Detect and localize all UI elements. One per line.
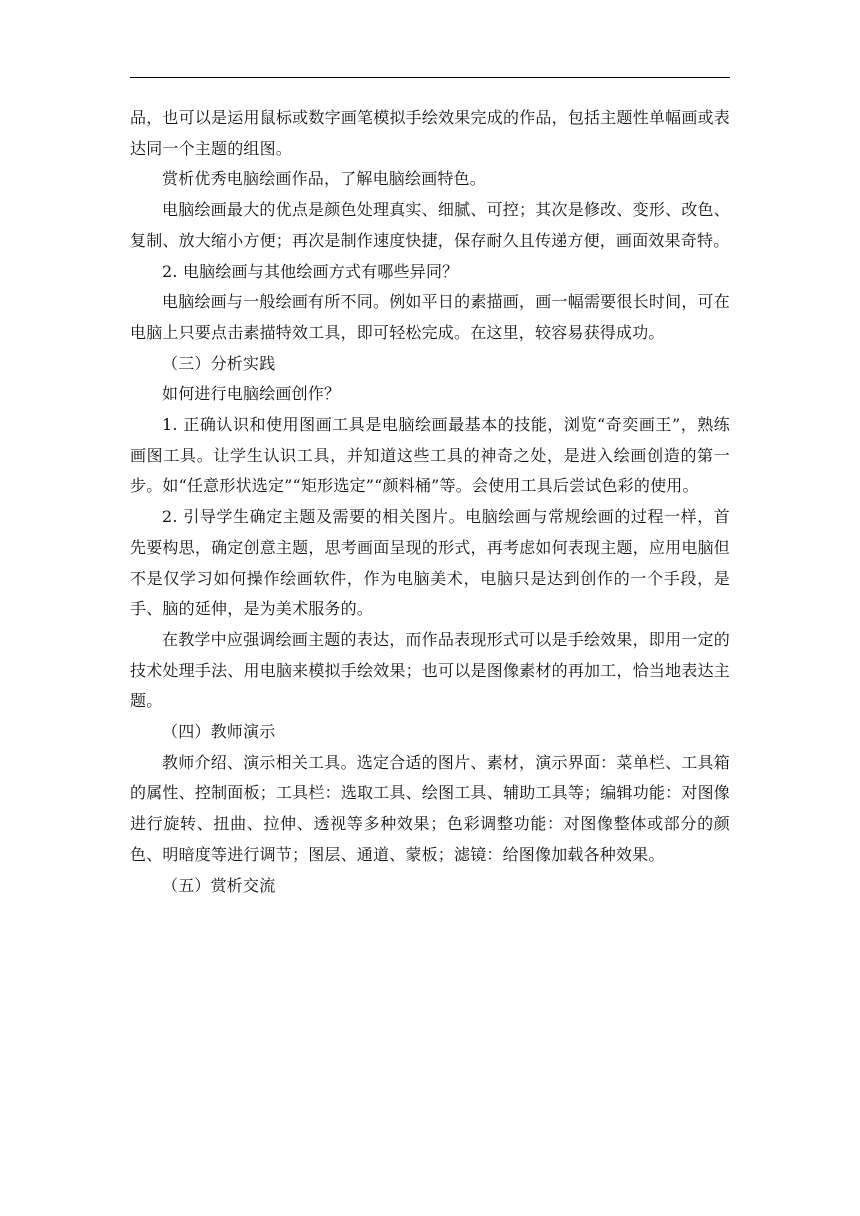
section-heading: （三）分析实践 <box>162 353 276 373</box>
section-heading: （五）赏析交流 <box>162 875 276 895</box>
paragraph: 在教学中应强调绘画主题的表达，而作品表现形式可以是手绘效果，即用一定的技术处理手法、用电脑来模拟手绘效果；也可以是图像素材的再加工，恰当地表达主题。 <box>130 629 730 711</box>
numbered-paragraph: 1. 正确认识和使用图画工具是电脑绘画最基本的技能，浏览“奇奕画王”，熟练画图工具。让学生认识工具，并知道这些工具的神奇之处，是进入绘画创造的第一步。如“任意形状选定”“矩形选定”“颜料桶”等。会使用工具后尝试色彩的使用。 <box>130 415 730 496</box>
paragraph: 电脑绘画最大的优点是颜色处理真实、细腻、可控；其次是修改、变形、改色、复制、放大缩小方便；再次是制作速度快捷，保存耐久且传递方便，画面效果奇特。 <box>130 200 730 250</box>
paragraph: 如何进行电脑绘画创作？ <box>162 384 341 404</box>
paragraph: 赏析优秀电脑绘画作品，了解电脑绘画特色。 <box>162 169 487 189</box>
document-body <box>130 103 730 901</box>
paragraph: 电脑绘画与一般绘画有所不同。例如平日的素描画，画一幅需要很长时间，可在电脑上只要点击素描特效工具，即可轻松完成。在这里，较容易获得成功。 <box>130 292 730 342</box>
header-rule <box>130 77 730 78</box>
paragraph-continued: 品，也可以是运用鼠标或数字画笔模拟手绘效果完成的作品，包括主题性单幅画或表达同一个主题的组图。 <box>130 108 730 158</box>
numbered-question: 2. 电脑绘画与其他绘画方式有哪些异同？ <box>162 261 459 281</box>
numbered-paragraph: 2. 引导学生确定主题及需要的相关图片。电脑绘画与常规绘画的过程一样，首先要构思，确定创意主题，思考画面呈现的形式，再考虑如何表现主题，应用电脑但不是仅学习如何操作绘画软件，作为电脑美术，电脑只是达到创作的一个手段，是手、脑的延伸，是为美术服务的。 <box>130 507 730 619</box>
paragraph: 教师介绍、演示相关工具。选定合适的图片、素材，演示界面：菜单栏、工具箱的属性、控制面板；工具栏：选取工具、绘图工具、辅助工具等；编辑功能：对图像进行旋转、扭曲、拉伸、透视等多种效果；色彩调整功能：对图像整体或部分的颜色、明暗度等进行调节；图层、通道、蒙板；滤镜：给图像加载各种效果。 <box>130 752 730 864</box>
section-heading: （四）教师演示 <box>162 722 276 742</box>
